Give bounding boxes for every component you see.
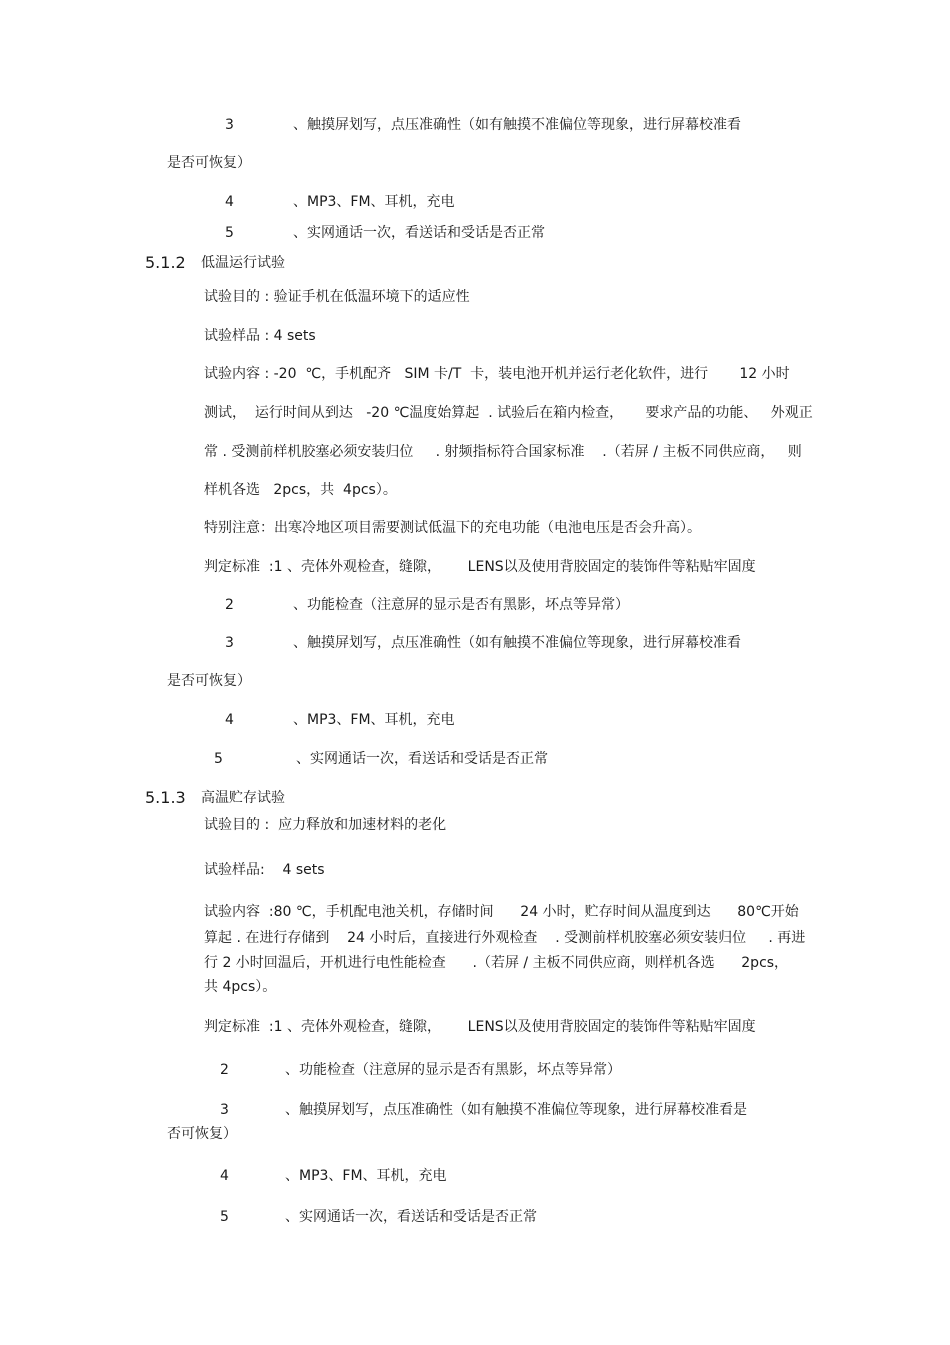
- list-item-number: 3: [225, 117, 234, 133]
- test-samples: 试验样品 : 4 sets: [204, 328, 316, 344]
- test-purpose: 试验目的 : 应力释放和加速材料的老化: [204, 817, 447, 833]
- list-item-text: 、实网通话一次，看送话和受话是否正常: [285, 1209, 537, 1225]
- list-item-text: 、MP3、FM、耳机，充电: [293, 712, 455, 728]
- list-item-number: 5: [214, 751, 223, 767]
- section-number: 5.1.3: [145, 788, 186, 807]
- test-samples: 试验样品: 4 sets: [204, 862, 325, 878]
- section-title: 高温贮存试验: [201, 790, 285, 806]
- list-item-number: 4: [225, 712, 234, 728]
- list-item-number: 3: [220, 1102, 229, 1118]
- criteria-line: 判定标准 :1 、壳体外观检查，缝隙， LENS以及使用背胶固定的装饰件等粘贴牢固度: [204, 1019, 756, 1035]
- test-content-line: 试验内容 :80 ℃，手机配电池关机，存储时间 24 小时，贮存时间从温度到达 80℃开始: [204, 904, 799, 920]
- list-item-text: 、功能检查（注意屏的显示是否有黑影，坏点等异常）: [285, 1062, 621, 1078]
- test-content-line: 试验内容 : -20 ℃，手机配齐 SIM 卡/T 卡，装电池开机并运行老化软件，进行 12 小时: [204, 366, 790, 382]
- list-item-text: 、触摸屏划写，点压准确性（如有触摸不准偏位等现象，进行屏幕校准看: [293, 117, 741, 133]
- list-item-text: 、MP3、FM、耳机，充电: [293, 194, 455, 210]
- test-purpose: 试验目的 : 验证手机在低温环境下的适应性: [204, 289, 470, 305]
- list-item-text: 、实网通话一次，看送话和受话是否正常: [293, 225, 545, 241]
- list-item-text: 、MP3、FM、耳机，充电: [285, 1168, 447, 1184]
- test-content-line: 常 . 受测前样机胶塞必须安装归位 . 射频指标符合国家标准 .（若屏 / 主板不同供应商， 则: [204, 444, 802, 460]
- list-item-text: 、实网通话一次，看送话和受话是否正常: [296, 751, 548, 767]
- list-item-continuation: 是否可恢复）: [167, 673, 251, 689]
- list-item-text: 、触摸屏划写，点压准确性（如有触摸不准偏位等现象，进行屏幕校准看: [293, 635, 741, 651]
- list-item-number: 3: [225, 635, 234, 651]
- test-content-line: 测试， 运行时间从到达 -20 ℃温度始算起 . 试验后在箱内检查， 要求产品的功能、 外观正: [204, 405, 813, 421]
- list-item-number: 4: [220, 1168, 229, 1184]
- special-note: 特别注意：出寒冷地区项目需要测试低温下的充电功能（电池电压是否会升高）。: [204, 520, 701, 536]
- list-item-number: 4: [225, 194, 234, 210]
- test-content-line: 共 4pcs）。: [204, 979, 277, 995]
- test-content-line: 行 2 小时回温后，开机进行电性能检查 .（若屏 / 主板不同供应商，则样机各选 2pcs，: [204, 955, 789, 971]
- list-item-number: 2: [225, 597, 234, 613]
- list-item-text: 、功能检查（注意屏的显示是否有黑影，坏点等异常）: [293, 597, 629, 613]
- list-item-number: 2: [220, 1062, 229, 1078]
- test-content-line: 样机各选 2pcs，共 4pcs）。: [204, 482, 397, 498]
- list-item-number: 5: [220, 1209, 229, 1225]
- list-item-text: 、触摸屏划写，点压准确性（如有触摸不准偏位等现象，进行屏幕校准看是: [285, 1102, 747, 1118]
- list-item-number: 5: [225, 225, 234, 241]
- section-number: 5.1.2: [145, 253, 186, 272]
- list-item-continuation: 是否可恢复）: [167, 155, 251, 171]
- list-item-continuation: 否可恢复）: [167, 1126, 237, 1142]
- section-title: 低温运行试验: [201, 255, 285, 271]
- criteria-line: 判定标准 :1 、壳体外观检查，缝隙， LENS以及使用背胶固定的装饰件等粘贴牢固度: [204, 559, 756, 575]
- test-content-line: 算起 . 在进行存储到 24 小时后，直接进行外观检查 . 受测前样机胶塞必须安装归位 . 再进: [204, 930, 806, 946]
